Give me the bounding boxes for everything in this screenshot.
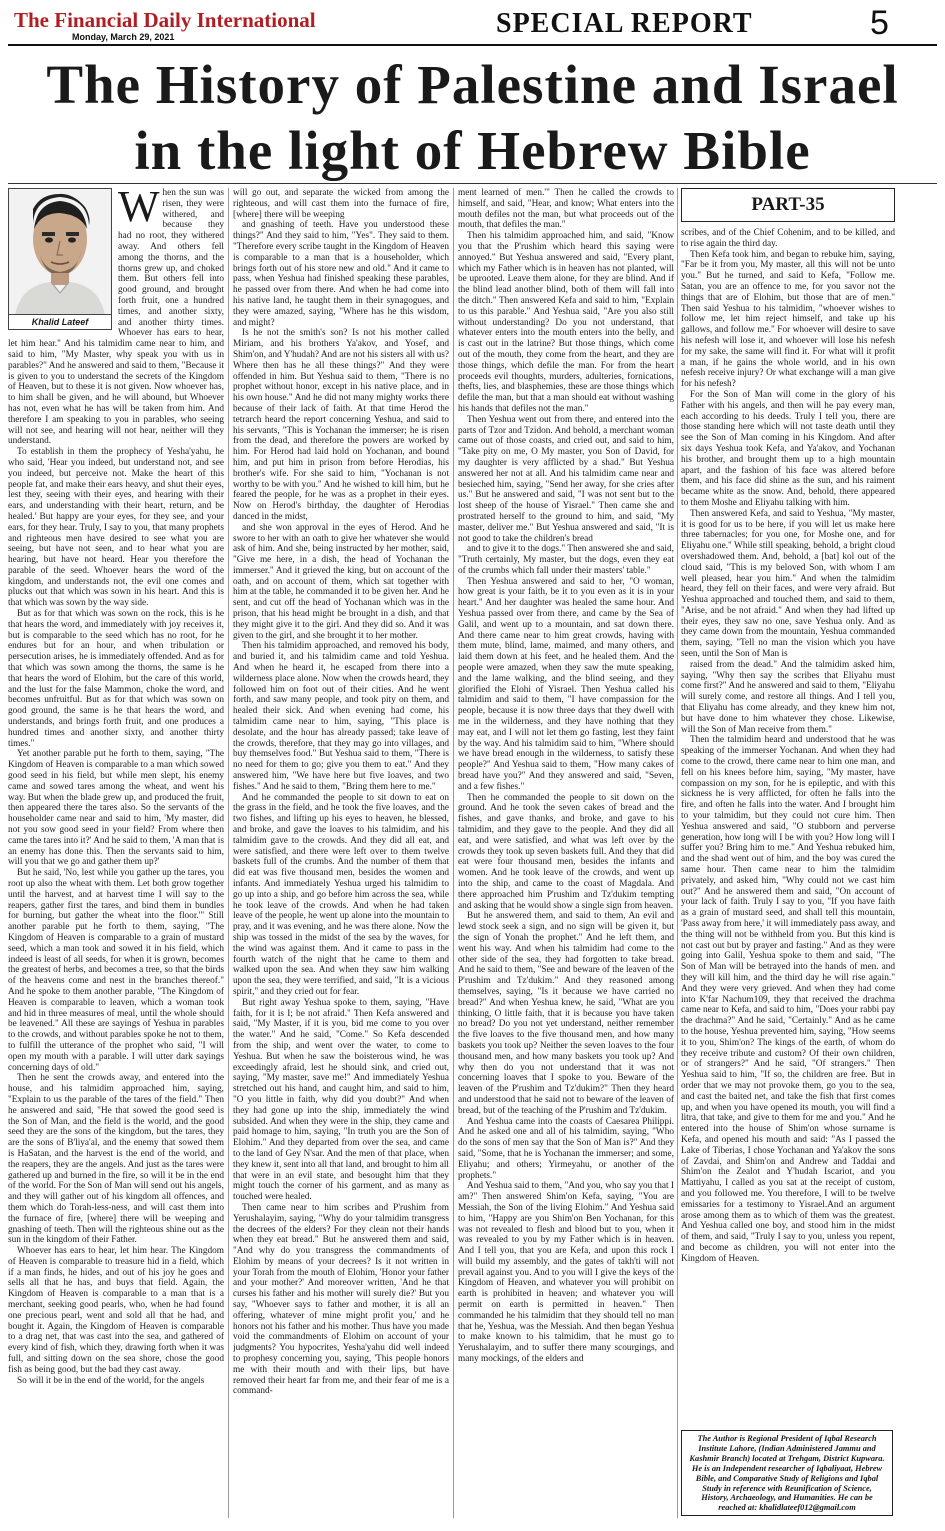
body-paragraph: Whoever has ears to hear, let him hear. The Kingdom of Heaven is comparable to treasure hid in a field, which if a man finds, he hides, and out of his joy he goes and sells all that he has, and buys that field. Again, the Kingdom of Heaven is comparable to a man that is a merchant, seeking good pearls, who, when he had found one precious pearl, went and sold all that he had, and bought it. Again, the Kingdom of Heaven is comparable to a drag net, that was cast into the sea, and gathered of every kind of fish, which they, drawing forth when it was full, and sitting down on the sea shore, chose the good fish as being good, but the bad they cast away. xyxy=(8,1246,224,1375)
body-paragraph: raised from the dead." And the talmidim asked him, saying, "Why then say the scribes that Eliyahu must come first?" And he answered and said to them, "Eliyahu will surely come, and restore all things. And I tell you, that Eliyahu has come already, and they knew him not, but have done to him whatever they chose. Likewise, will the Son of Man receive from them." xyxy=(681,659,895,735)
article-column-2 xyxy=(233,188,449,1518)
body-paragraph: And Yeshua said to them, "And you, who say you that I am?" Then answered Shim'on Kefa, saying, "You are Messiah, the Son of the living Elohim." And Yeshua said to him, "Happy are you Shim'on Ben Yochanan, for this was not revealed to flesh and blood but to you, when it was revealed to you by my Father which is in heaven. And I tell you, that you are Kefa, and upon this rock I will build my assembly, and the gates of takh'ti will not prevail against you. And to you will I give the keys of the Kingdom of Heaven, and whatever you will prohibit on earth is prohibited in heaven; and whatever you will permit on earth is permitted in heaven." Then commanded he his talmidim that they should tell no man that he, Yeshua, was the Messiah. And then began Yeshua to make known to his talmidim, that he must go to Yerushalayim, and to suffer there many scourgings, and many mockings, of the elders and xyxy=(458,1181,674,1365)
body-paragraph: Then his talmidim approached him, and said, "Know you that the P'rushim which heard this saying were annoyed." But Yeshua answered and said, "Every plant, which my Father which is in heaven has not planted, will be uprooted. Leave them alone, for they are blind. And if the blind lead another blind, both of them will fall into the ditch." Then answered Kefa and said to him, "Explain to us this parable." And Yeshua said, "Are you also still without understanding? Do you not understand, that whatever enters into the mouth enters into the belly, and is cast out in the latrine? But those things, which come out of the mouth, they come from the heart, and they are those things, which defile the man. For from the heart proceeds evil thoughts, murders, adulteries, fornications, thefts, lies, and blasphemies, these are those things which defile the man, but that a man should eat without washing his hands that defiles not the man." xyxy=(458,231,674,414)
body-paragraph: For the Son of Man will come in the glory of his Father with his angels, and then will he pay every man, each according to his deeds. Truly I tell you, there are those standing here which will not taste death until they see the Son of Man coming in his Kingdom. And after six days Yeshua took Kefa, and Ya'akov, and Yochanan his brother, and brought them up to a high mountain apart, and the fashion of his face was altered before them, and his face did shine as the sun, and his raiment became white as the snow. And, behold, there appeared to them Moshe and Eliyahu talking with him. xyxy=(681,389,895,508)
paper-name: The Financial Daily International xyxy=(14,8,316,32)
body-paragraph: And Yeshua came into the coasts of Caesarea Philippi. And he asked one and all of his talmidim, saying, "Who do the sons of men say that the Son of Man is?" And they said, "Some, that he is Yochanan the immerser; and some, Eliyahu; and others; Yirmeyahu, or another of the prophets." xyxy=(458,1116,674,1181)
body-paragraph: scribes, and of the Chief Cohenim, and to be killed, and to rise again the third day. xyxy=(681,228,895,249)
drop-cap: W xyxy=(118,188,160,231)
body-paragraph: Then Yeshua answered and said to her, "O woman, how great is your faith, be it to you even as it is in your heart." And her daughter was healed the same hour. And Yeshua passed over from there, and came by the Sea of Galil, and went up to a mountain, and sat down there. And there came near to him great crowds, having with them mute, blind, lame, maimed, and many others, and laid them down at his feet, and he healed them. And the people were amazed, when they saw the mute speaking, and the lame walking, and the blind seeing, and they glorified the Elohi of Yisrael. Then Yeshua called his talmidim and said to them, "I have compassion for the people, because it is now three days that they dwell with me in the wilderness, and they have nothing that they may eat, and I will not let them go fasting, lest they faint by the way. And his talmidim said to him, "Where should we have bread enough in the wilderness, to satisfy these people?" And Yeshua said to them, "How many cakes of bread have you?" And they answered and said, "Seven, and a few fishes." xyxy=(458,576,674,792)
body-paragraph: will go out, and separate the wicked from among the righteous, and will cast them into the furnace of fire, [where] there will be weeping xyxy=(233,188,449,220)
body-paragraph: and she won approval in the eyes of Herod. And he swore to her with an oath to give her whatever she would ask of him. And she, being instructed by her mother, said, "Give me here, in a dish, the head of Yochanan the immerser." And it grieved the king, but on account of the oath, and on account of them, which sat together with him at the table, he commanded it to be given her. And he sent, and cut off the head of Yochanan which was in the prison, that his head might be brought in a dish, and that they might give it to the girl. And they did so. And it was given to the girl, and she brought it to her mother. xyxy=(233,522,449,641)
page-number: 5 xyxy=(870,4,889,42)
body-paragraph: Then Yeshua went out from there, and entered into the parts of Tzor and Tzidon. And behold, a merchant woman came out of those coasts, and cried out, and said to him, "Take pity on me, O My master, you Son of David, for my daughter is very afflicted by a shad." But Yeshua answered her not at all. And his talmidim came near and besieched him, saying, "Send her away, for she cries after us." But he answered and said, "I was not sent but to the lost sheep of the house of Yisrael." Then came she and prostrated herself to the ground to him, and said, "My master, deliver me." But Yeshua answered and said, "It is not good to take the children's bread xyxy=(458,414,674,544)
body-paragraph: To establish in them the prophecy of Yesha'yahu, he who said, 'Hear you indeed, but understand not, and see you indeed, but perceive not. Make the heart of this people fat, and make their ears heavy, and shut their eyes, lest they, seeing with their eyes, and hearing with their ears, and understanding with their heart, return, and be healed.' But happy are your eyes, for they see, and your ears, for they hear. Truly, I say to you, that many prophets and righteous men have desired to see what you are seeing, but have not seen, and to hear what you are hearing, but have not heard. Hear you therefore the parable of the seed. Whoever hears the word of the kingdom, and understands not, the evil one comes and plucks out that which was sown in his heart. And this is that which was sown by the way side. xyxy=(8,447,224,609)
body-paragraph: But right away Yeshua spoke to them, saying, "Have faith, for it is I; be not afraid." Then Kefa answered and said, "My Master, if it is you, bid me come to you over the water." And he said, "Come." So Kefa descended from the ship, and went over the water, to come to Yeshua. But when he saw the boisterous wind, he was exceedingly afraid, lest he should sink, and cried out, saying, "My master, save me!" And immediately Yeshua stretched out his hand, and caught him, and said to him, "O you little in faith, why did you doubt?" And when they had gone up into the ship, immediately the wind subsided. And when they were in the ship, they came and paid homage to him, saying, "In truth you are the Son of Elohim." And they departed from over the sea, and came to the land of Gey N'sar. And the men of that place, when they knew it, sent into all that land, and brought to him all that were in an evil state, and besought him that they might touch the corner of his garment, and as many as touched were healed. xyxy=(233,997,449,1203)
body-paragraph: Then answered Kefa, and said to Yeshua, "My master, it is good for us to be here, if you will let us make here three tabernacles; for you one, for Moshe one, and for Eliyahu one." While still speaking, behold, a bright cloud overshadowed them. And, behold, a [bat] kol out of the cloud said, "This is my beloved Son, with whom I am well pleased, hear you him." And when the talmidim heard, they fell on their faces, and were very afraid. But Yeshua approached and touched them, and said to them, "Arise, and be not afraid." And when they had lifted up their eyes, they saw no one, save Yeshua only. And as they came down from the mountain, Yeshua commanded them, saying, "Tell no man the vision which you have seen, until the Son of Man is xyxy=(681,508,895,660)
headline-line-2: in the light of Hebrew Bible xyxy=(134,120,811,181)
column-divider xyxy=(228,188,229,1518)
headline-line-1: The History of Palestine and Israel xyxy=(46,54,899,115)
body-paragraph: But he answered them, and said to them, An evil and lewd stock seek a sign, and no sign will be given it, but the sign of Yonah the prophet." And he left them, and went his way. And when his talmidim had come to the other side of the sea, they had forgotten to take bread. And he said to them, "See and beware of the leaven of the P'rushim and Tz'dukim." And they reasoned among themselves, saying, "Is it because we have carried no bread?" And when Yeshua knew, he said, "What are you thinking, O little faith, that it is because you have taken no bread? Do you not yet understand, neither remember the five loaves to the five thousand men, and how many baskets you took up? Neither the seven loaves to the four thousand men, and how many baskets you took up? And why then do you not understand that it was not concerning loaves that I spoke to you. Beware of the leaven of the P'rushim and Tz'dukim?" Then they heard and understood that he said not to beware of the leaven of bread, but of the teaching of the P'rushim and Tz'dukim. xyxy=(458,911,674,1116)
author-bio-box: The Author is Regional President of Iqbal Research Institute Lahore, (Indian Administered Jammu and Kashmir Branch) located at Trehgam, District Kupwara. He is an Independent researcher of Iqbaliyaat, Hebrew Bible, and Comparative Study of Religions and Iqbal Study in reference with Reunification of Science, History, Archaeology, and Humanities. He can be reached at: khalidlateef012@gmail.com xyxy=(681,1430,893,1516)
author-portrait-image xyxy=(9,189,111,315)
body-paragraph: and to give it to the dogs." Then answered she and said, "Truth certainly, My master, but the dogs, even they eat of the crumbs which fall under their masters' table." xyxy=(458,544,674,576)
body-paragraph: And he commanded the people to sit down to eat on the grass in the field, and he took the five loaves, and the two fishes, and lifting up his eyes to heaven, he blessed, and broke, and gave the loaves to his talmidim, and his talmidim gave to the crowds. And they did all eat, and were satisfied, and there were left over to them twelve baskets full of the crumbs. And the number of them that did eat was five thousand men, besides the women and infants. And immediately Yeshua urged his talmidim to go up into a ship, and go before him across the sea, while he took leave of the crowds. And when he had taken leave of the people, he went up alone into the mountain to pray, and it was evening, and he was there alone. Now the ship was tossed in the midst of the sea by the waves, for the wind was against them. And it came to pass in the fourth watch of the night that he came to them and walked upon the sea. And when they saw him walking upon the sea, they were terrified, and said, "It is a vicious spirit," and they cried out for fear. xyxy=(233,792,449,997)
body-paragraph: and gnashing of teeth. Have you understood these things?" And they said to him, "Yes". They said to them. "Therefore every scribe taught in the Kingdom of Heaven is comparable to a man that is a householder, which brings forth out of his store new and old." And it came to pass, when Yeshua had finished speaking these parables, he passed over from there. And when he had come into his native land, he taught them in their synagogues, and they were amazed, saying, "Where has he this wisdom, and might? xyxy=(233,220,449,328)
body-paragraph: Then the talmidim heard and understood that he was speaking of the immerser Yochanan. And when they had come to the crowd, there came near to him one man, and fell on his knees before him, saying, "My master, have compassion on my son, for he is epileptic, and with this sickness he is very afflicted, for often he falls into the fire, and often he falls into the water. And I brought him to your talmidim, but they could not cure him. Then Yeshua answered and said, "O stubborn and perverse generation, how long will I be with you? How long will I suffer you? Bring him to me." And Yeshua rebuked him, and the shad went out of him, and the boy was cured the same hour. Then came near to him the talmidim privately, and asked him, "Why could not we cast him out?" And he answered them and said, "On account of your lack of faith. Truly I say to you, "If you have faith as a grain of mustard seed, and shall tell this mountain, 'Pass away from here,' it will immediately pass away, and the thing will not be withheld from you. But this kind is not cast out but by prayer and fasting." And as they were going into Galil, Yeshua spoke to them and said, "The Son of Man will be betrayed into the hands of men. and they will kill him, and the third day he will rise again." And they were very grieved. And when they had come into K'far Nachum109, they that received the drachma came near to Kefa, and said to him, "Does your rabbi pay the drachma?" And he said, "Certainly." And as he came to the house, Yeshua prevented him, saying, "How seems it to you, Shim'on? The kings of the earth, of whom do they receive tribute and custom? Of their own children, or of strangers?" And he said, "Of strangers." Then Yeshua said to him, "If so, the children are free. But in order that we may not provoke them, go you to the sea, and cast the baited net, and take the fish that first comes up, and when you have opened its mouth, you will find a litra, that take, and give to them for me and you." And he entered into the house of Shim'on whose surname is Kefa, and opened his mouth and said: "As I passed the Lake of Tiberias, I chose Yochanan and Ya'akov the sons of Zavdai, and Shim'on and Andrew and Taddai and Shim'on the Zealot and Y'hudah Iscariot, and you Mattiyahu, I called as you sat at the receipt of custom, and you followed me. You therefore, I will to be twelve emissaries for a testimony to Yisrael.And an argument arose among them as to which of them was the greatest. And Yeshua called one boy, and stood him in the midst of them, and said, "Truly I say to you, unless you repent, and become as children, you will not enter into the Kingdom of Heaven. xyxy=(681,735,895,1264)
body-paragraph: Yet another parable put he forth to them, saying, "The Kingdom of Heaven is comparable to a man which sowed good seed in his field, but while men slept, his enemy came and sowed tares among the wheat, and went his way. But when the blade grew up, and produced the fruit, then appeared there the tares also. So the servants of the householder came near and said to him, 'My master, did not you sow good seed in your field? From where then came the tares into it?' And he said to them, 'A man that is an enemy has done this. Then the servants said to him, will you that we go and gather them up?' xyxy=(8,749,224,868)
issue-date: Monday, March 29, 2021 xyxy=(72,32,175,42)
author-photo xyxy=(8,188,112,330)
body-paragraph: So will it be in the end of the world, for the angels xyxy=(17,1375,205,1386)
body-paragraph: Then his talmidim approached, and removed his body, and buried it, and his talmidim came and told Yeshua. And when he heard it, he escaped from there into a wilderness place alone. Now when the crowds heard, they followed him on foot out of their cities. And he went forth, and saw many people, and took pity on them, and healed their sick. And when evening had come, his talmidim came near to him, saying, "This place is desolate, and the hour has already passed; take leave of the crowds, therefore, that they may go into villages, and buy themselves food." But Yeshua said to them, "There is no need for them to go; give you them to eat." And they answered him, "We have here but five loaves, and two fishes." And he said to them, "Bring them here to me." xyxy=(233,641,449,792)
body-paragraph: Then he sent the crowds away, and entered into the house, and his talmidim approached him, saying, "Explain to us the parable of the tares of the field." Then he answered and said, "He that sowed the good seed is the Son of Man, and the field is the world, and the good seed they are the sons of the kingdom, but the tares, they are the sons of B'liya'al, and the enemy that sowed them is HaSatan, and the harvest is the end of the world, and the reapers, they are the angels. And just as the tares were gathered up and burned in the fire, so will it be in the end of the world. For the Son of Man will send out his angels, and they will gather out of his kingdom all offences, and them which do Torah-less-ness, and will cast them into the furnace of fire, [where] there will be weeping and gnashing of teeth. Then will the righteous shine out as the sun in the kingdom of their Father. xyxy=(8,1073,224,1246)
body-paragraph: Then Kefa took him, and began to rebuke him, saying, "Far be it from you, My master, all this will not be unto you." But he turned, and said to Kefa, "Follow me. Satan, you are an offence to me, for you savor not the things that are of Elohim, but those that are of men." Then said Yeshua to his talmidim, "whoever wishes to follow me, let him reject himself, and take up his gallows, and follow me." For whoever will desire to save his nefesh will lose it, and whoever will lose his nefesh for my sake, the same will find it. For what will it profit a man, if he gains the whole world, and in his own nefesh receive injury? Or what exchange will a man give for his nefesh? xyxy=(681,249,895,390)
body-paragraph: Then he commanded the people to sit down on the ground. And he took the seven cakes of bread and the fishes, and gave thanks, and broke, and gave to his talmidim, and they gave to the people. And they did all eat, and were satisfied, and what was left over by the crowds they took up seven baskets full. And they that did eat were four thousand men, besides the infants and women. And he took leave of the crowds, and went up into the ship, and came to the coast of Magdala. And there approached him P'rushim and Tz'dukim tempting and asking that he would show a single sign from heaven. xyxy=(458,792,674,911)
article-column-1 xyxy=(8,188,224,1518)
section-label: SPECIAL REPORT xyxy=(496,8,753,39)
article-column-3 xyxy=(458,188,674,1518)
body-paragraph: But as for that which was sown on the rock, this is he that hears the word, and immediately with joy receives it, but is comparable to the seed which has no root, for he endures but for an hour, and when tribulation or persecution arises, he is immediately offended. And as for that which was sown among the thorns, the same is he that hears the word of Elohim, but the care of this world, and the lust for the false Mammon, choke the word, and becomes unfruitful. But as for that which was sown on good ground, the same is he that hears the word, and understands, and brings forth fruit, and one produces a hundred times and another sixty, and another thirty times." xyxy=(8,609,224,749)
part-label: PART-35 xyxy=(681,188,895,222)
author-caption: Khalid Lateef xyxy=(9,314,111,329)
headline-divider xyxy=(8,183,937,184)
body-paragraph: But he said, 'No, lest while you gather up the tares, you root up also the wheat with them. Let both grow together until the harvest, and at harvest time I will say to the reapers, gather first the tares, and bind them in bundles for burning, but gather the wheat into the floor.'" Still another parable put he forth to them, saying, "The Kingdom of Heaven is comparable to a grain of mustard seed, which a man took and sowed it in his field, which indeed is least of all seeds, for when it is grown, becomes the greatest of herbs, and becomes a tree, so that the birds of the heavens come and nest in the branches thereof." And he spoke to them another parable, "The Kingdom of Heaven is comparable to leaven, which a woman took and hid in three measures of meal, until the whole should be leavened." All these are sayings of Yeshua in parables to the crowds, and without parables spoke he not to them, to fulfill the utterance of the prophet who said, "I will open my mouth with a parable. I will utter dark sayings concerning days of old." xyxy=(8,868,224,1073)
body-paragraph: Is he not the smith's son? Is not his mother called Miriam, and his brothers Ya'akov, and Yosef, and Shim'on, and Y'hudah? And are not his sisters all with us? Where then has he all these things?" And they were offended in him. But Yeshua said to them, "There is no prophet without honor, except in his native place, and in his own house." And he did not many mighty works there because of their lack of faith. At that time Herod the tetrarch heard the report concerning Yeshua, and said to his servants, "This is Yochanan the immerser; he is risen from the dead, and therefore the powers are worked by him. For Herod had laid hold on Yochanan, and bound him, and put him in prison from before Herodias, his brother's wife. For she said to him, "Yochanan is not worthy to be with you." And he wished to kill him, but he feared the people, for he was as a prophet in their eyes. Now on Herod's birthday, the daughter of Herodias danced in the midst, xyxy=(233,328,449,522)
headline xyxy=(0,52,945,184)
paragraph-text: hen the sun was risen, they were withered, and because they had no root, they withered away. And others fell among the thorns, and the thorns grew up, and choked them. But others fell into good ground, and brought forth fruit, one a hundred times, and another sixty, and another thirty times. Whoever has ears to hear, let him hear." And his talmidim came near to him, and said to him, "My Master, why speak you with us in parables?" And he answered and said to them, "Because it is given to you to understand the secrets of the Kingdom of Heaven, but to these it is not given. Now whoever has, to him shall be given, and he will abound, but Whoever has not, even what he has will be taken from him. And therefore I am speaking to you in parables, who seeing will not see, and hearing will not hear, neither will they understand. xyxy=(8,188,224,447)
masthead xyxy=(8,6,937,46)
body-paragraph: Then came near to him scribes and P'rushim from Yerushalayim, saying, "Why do your talmidim transgress the decrees of the elders? For they clean not their hands when they eat bread." But he answered them and said, "And why do you transgress the commandments of Elohim by means of your decrees? Is it not written in your Torah from the mouth of Elohim, 'Honor your father and your mother?' And moreover written, 'And he that curses his father and his mother will surely die?' But you say, "Whoever says to father and mother, it is all an offering, whatever of mine might profit you,' and he honors not his father and his mother. Thus have you made void the commandments of Elohim on account of your judgments? You hypocrites, Yesha'yahu did well indeed to prophesy concerning you, saying, 'This people honors me with their mouth and with their lips, but have removed their heart far from me, and their fear of me is a command- xyxy=(233,1202,449,1397)
article-column-4 xyxy=(681,188,895,1424)
column-divider xyxy=(677,188,678,1518)
column-divider xyxy=(453,188,454,1518)
body-paragraph: ment learned of men.'" Then he called the crowds to himself, and said, "Hear, and know; What enters into the mouth defiles not the man, but what proceeds out of the mouth, that defiles the man." xyxy=(458,188,674,231)
